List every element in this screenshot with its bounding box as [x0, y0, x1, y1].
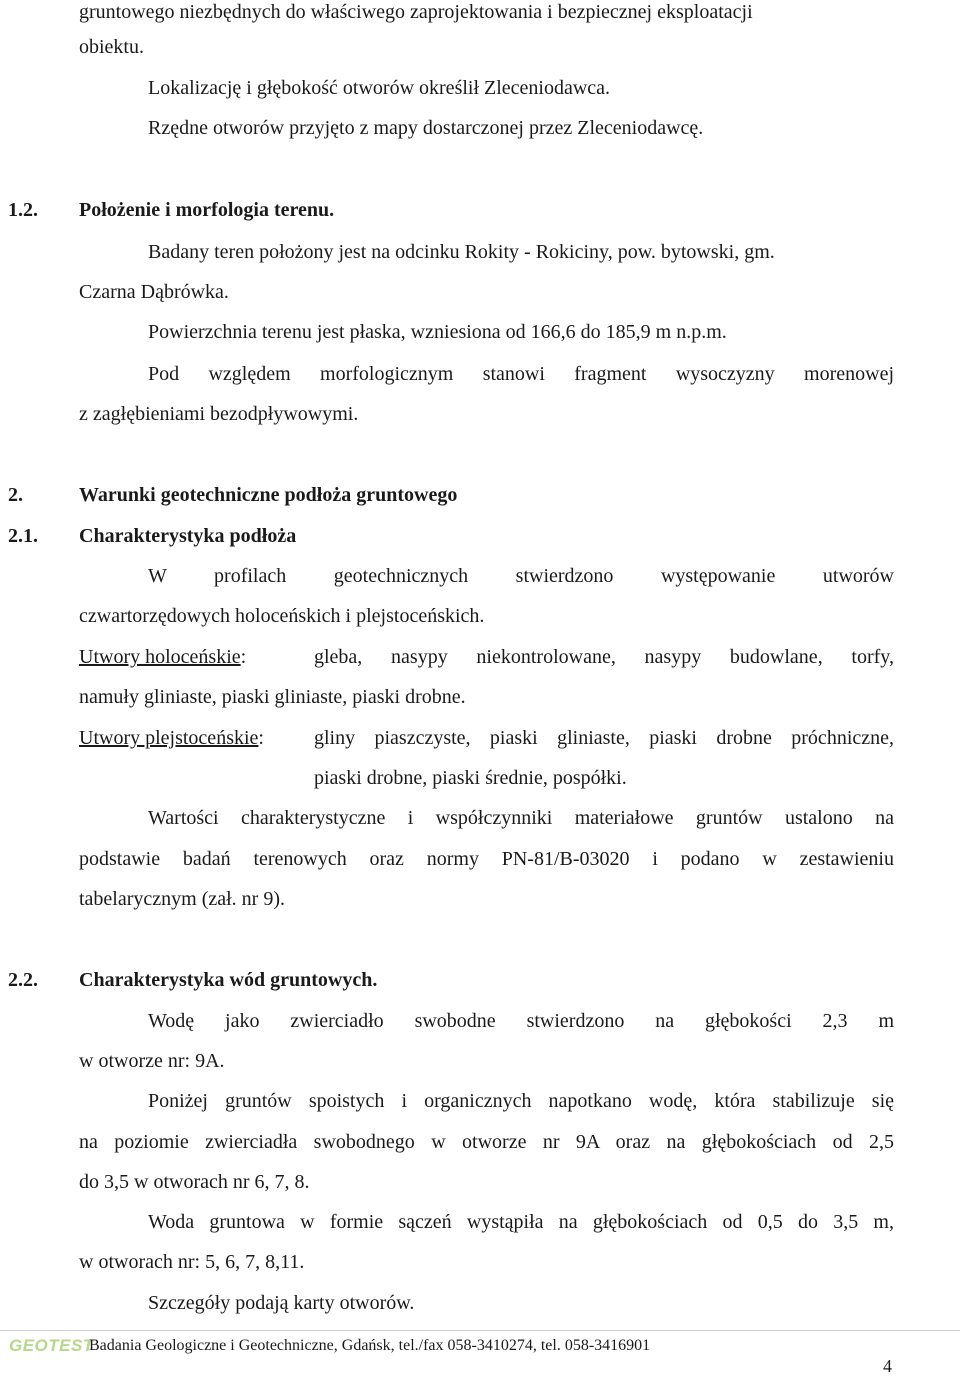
paragraph-line: gleba, nasypy niekontrolowane, nasypy budowlane, torfy, — [314, 646, 894, 668]
paragraph-line: na poziomie zwierciadła swobodnego w otworze nr 9A oraz na głębokościach od 2,5 — [79, 1131, 894, 1153]
paragraph-line: Poniżej gruntów spoistych i organicznych napotkano wodę, która stabilizuje się — [148, 1090, 894, 1112]
paragraph-line: piaski drobne, piaski średnie, pospółki. — [314, 767, 627, 789]
paragraph-line: Czarna Dąbrówka. — [79, 281, 229, 303]
section-number: 2.1. — [8, 525, 38, 547]
section-number: 2.2. — [8, 969, 38, 991]
paragraph-line: czwartorzędowych holoceńskich i plejstoceńskich. — [79, 605, 485, 627]
soil-group-label — [79, 645, 246, 669]
paragraph-line: Woda gruntowa w formie sączeń wystąpiła na głębokościach od 0,5 do 3,5 m, — [148, 1211, 894, 1233]
paragraph-line: Lokalizację i głębokość otworów określił Zleceniodawca. — [148, 77, 611, 99]
section-number: 2. — [8, 484, 23, 506]
section-heading: Warunki geotechniczne podłoża gruntowego — [79, 484, 458, 506]
footer-divider — [0, 1330, 960, 1331]
paragraph-line: podstawie badań terenowych oraz normy PN-81/B-03020 i podano w zestawieniu — [79, 848, 894, 870]
paragraph-line: w otworze nr: 9A. — [79, 1050, 225, 1072]
paragraph-line: do 3,5 w otworach nr 6, 7, 8. — [79, 1171, 310, 1193]
paragraph-line: Wodę jako zwierciadło swobodne stwierdzono na głębokości 2,3 m — [148, 1010, 894, 1032]
pleistocene-label: Utwory plejstoceńskie — [79, 727, 259, 749]
paragraph-line: namuły gliniaste, piaski gliniaste, piaski drobne. — [79, 686, 466, 708]
paragraph-line: Badany teren położony jest na odcinku Rokity - Rokiciny, pow. bytowski, gm. — [148, 241, 775, 263]
soil-group-label — [79, 726, 264, 750]
paragraph-line: Pod względem morfologicznym stanowi fragment wysoczyzny morenowej — [148, 363, 894, 385]
section-heading: Charakterystyka wód gruntowych. — [79, 969, 378, 991]
geotest-logo: GEOTEST — [9, 1336, 94, 1355]
section-number: 1.2. — [8, 199, 38, 221]
paragraph-line: Powierzchnia terenu jest płaska, wzniesiona od 166,6 do 185,9 m n.p.m. — [148, 321, 727, 343]
paragraph-line: gliny piaszczyste, piaski gliniaste, piaski drobne próchniczne, — [314, 727, 894, 749]
paragraph-line: w otworach nr: 5, 6, 7, 8,11. — [79, 1251, 305, 1273]
paragraph-line: Szczegóły podają karty otworów. — [148, 1292, 415, 1314]
label-colon: : — [258, 727, 264, 749]
paragraph-line: W profilach geotechnicznych stwierdzono występowanie utworów — [148, 565, 894, 587]
paragraph-line — [79, 0, 894, 24]
page-number: 4 — [883, 1356, 892, 1376]
paragraph-line: tabelarycznym (zał. nr 9). — [79, 888, 286, 910]
section-heading: Charakterystyka podłoża — [79, 525, 297, 547]
section-heading: Położenie i morfologia terenu. — [79, 199, 335, 221]
footer-contact: Badania Geologiczne i Geotechniczne, Gdańsk, tel./fax 058-3410274, tel. 058-3416901 — [89, 1337, 651, 1354]
paragraph-line: Rzędne otworów przyjęto z mapy dostarczonej przez Zleceniodawcę. — [148, 117, 704, 139]
paragraph-line: obiektu. — [79, 36, 144, 58]
paragraph-line: Wartości charakterystyczne i współczynniki materiałowe gruntów ustalono na — [148, 807, 894, 829]
paragraph-line: z zagłębieniami bezodpływowymi. — [79, 403, 359, 425]
text-line: gruntowego niezbędnych do właściwego zaprojektowania i bezpiecznej eksploatacji — [79, 1, 753, 23]
holocene-label: Utwory holoceńskie — [79, 646, 241, 668]
label-colon: : — [240, 646, 247, 668]
